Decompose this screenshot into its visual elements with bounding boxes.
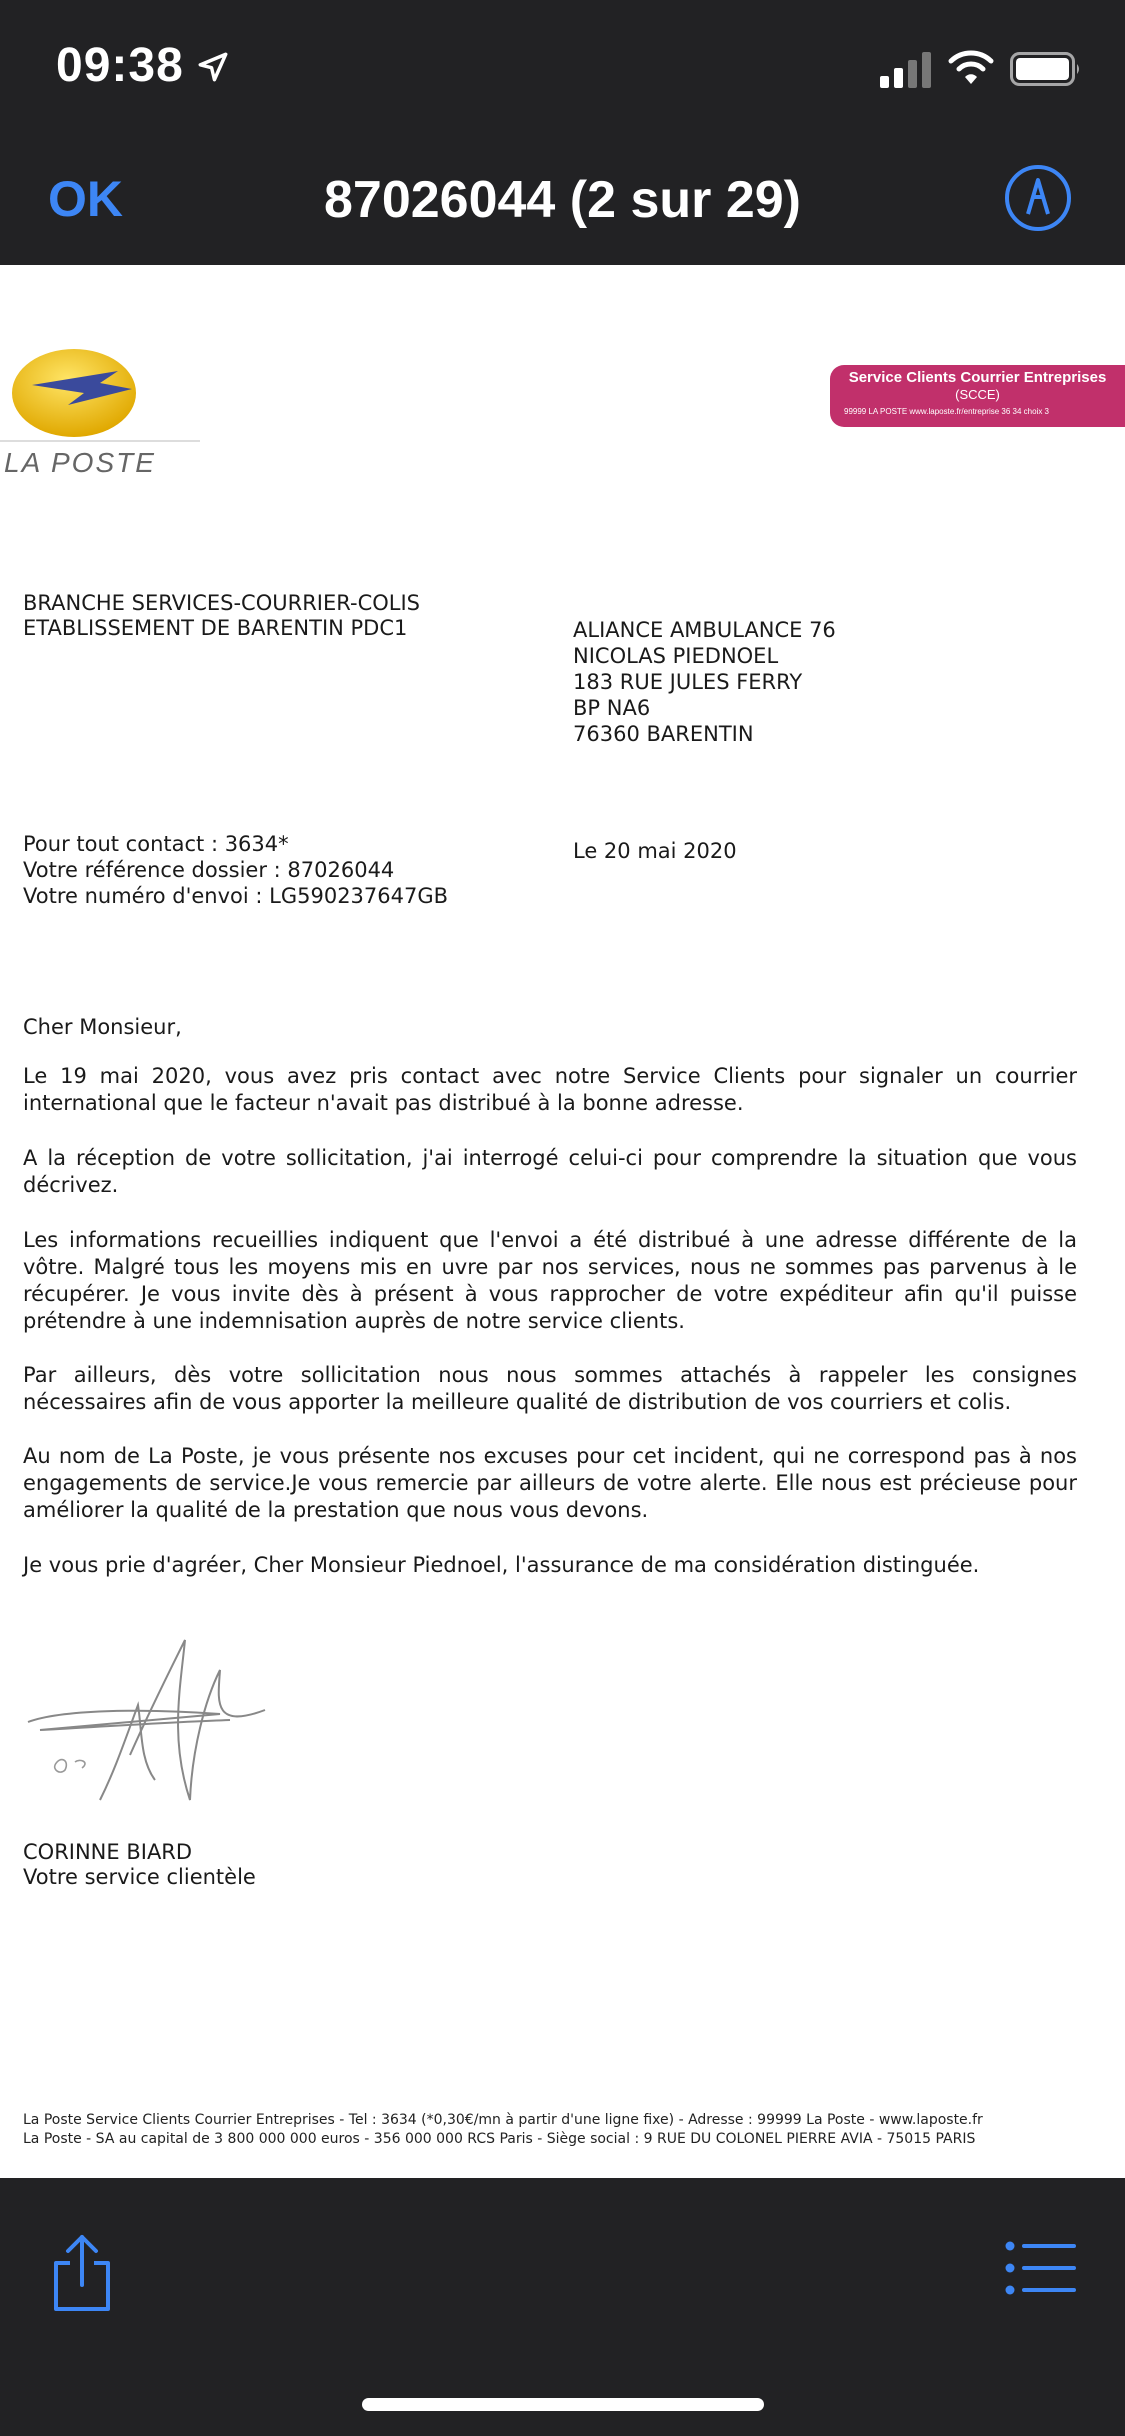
recipient-line: 76360 BARENTIN: [573, 722, 754, 746]
battery-icon: [1010, 52, 1082, 86]
footer-line-1: La Poste Service Clients Courrier Entreprises - Tel : 3634 (*0,30€/mn à partir d'une ligne fixe) - Adresse : 99999 La Poste - www.laposte.fr: [23, 2112, 983, 2128]
signer-name: CORINNE BIARD: [23, 1840, 193, 1864]
nav-bar: [0, 130, 1125, 265]
shipment-line: Votre numéro d'envoi : LG590237647GB: [23, 884, 449, 908]
status-bar: [0, 0, 1125, 130]
body-paragraph: Au nom de La Poste, je vous présente nos excuses pour cet incident, qui ne correspond pas à nos engagements de service.Je vous remercie par ailleurs de votre alerte. Elle nous est précieuse pour améliorer la qualité de la prestation que nous vous devons.: [23, 1444, 1077, 1522]
reference-line: Votre référence dossier : 87026044: [23, 858, 395, 882]
body-paragraph: Les informations recueillies indiquent que l'envoi a été distribué à une adresse différente de la vôtre. Malgré tous les moyens mis en uvre par nos services, nous ne sommes pas parvenus à le récupérer. Je vous invite dès à présent à vous rapprocher de votre expéditeur afin qu'il puisse prétendre à une indemnisation auprès de notre service clients.: [23, 1228, 1077, 1333]
document-page: [0, 265, 1125, 2178]
bottom-toolbar: [0, 2178, 1125, 2436]
wifi-icon: [948, 48, 994, 86]
salutation: Cher Monsieur,: [23, 1015, 182, 1039]
recipient-line: 183 RUE JULES FERRY: [573, 670, 803, 694]
scce-badge-subtitle: (SCCE): [955, 387, 1000, 402]
scce-badge-title: Service Clients Courrier Entreprises: [848, 369, 1107, 386]
letter-date: Le 20 mai 2020: [573, 839, 737, 863]
la-poste-logo-text: LA POSTE: [4, 447, 156, 478]
recipient-line: BP NA6: [573, 696, 651, 720]
share-icon[interactable]: [50, 2233, 114, 2313]
cellular-signal-icon: [880, 52, 932, 88]
body-paragraph: Le 19 mai 2020, vous avez pris contact avec notre Service Clients pour signaler un courrier international que le facteur n'avait pas distribué à la bonne adresse.: [23, 1064, 1077, 1115]
sender-line-1: BRANCHE SERVICES-COURRIER-COLIS: [23, 591, 421, 615]
contact-line: Pour tout contact : 3634*: [23, 832, 289, 856]
recipient-line: NICOLAS PIEDNOEL: [573, 644, 779, 668]
sender-line-2: ETABLISSEMENT DE BARENTIN PDC1: [23, 616, 408, 640]
list-icon[interactable]: [1004, 2240, 1076, 2296]
home-indicator[interactable]: [362, 2398, 764, 2411]
recipient-line: ALIANCE AMBULANCE 76: [573, 618, 836, 642]
body-paragraph: Je vous prie d'agréer, Cher Monsieur Piednoel, l'assurance de ma considération distinguée.: [23, 1553, 980, 1577]
signature: [20, 1630, 290, 1820]
body-paragraph: A la réception de votre sollicitation, j'ai interrogé celui-ci pour comprendre la situation que vous décrivez.: [23, 1146, 1077, 1197]
location-arrow-icon: [196, 50, 230, 84]
scce-badge: [830, 365, 1125, 427]
status-time: 09:38: [56, 39, 184, 92]
signer-role: Votre service clientèle: [23, 1865, 256, 1889]
page-title: 87026044 (2 sur 29): [323, 171, 801, 229]
markup-pen-icon[interactable]: [1004, 164, 1072, 232]
footer-line-2: La Poste - SA au capital de 3 800 000 000 euros - 356 000 000 RCS Paris - Siège social : 9 RUE DU COLONEL PIERRE AVIA - 75015 PARIS: [23, 2131, 976, 2147]
ok-button[interactable]: OK: [48, 171, 123, 227]
body-paragraph: Par ailleurs, dès votre sollicitation nous nous sommes attachés à rappeler les consignes nécessaires afin de vous apporter la meilleure qualité de distribution de vos courriers et colis.: [23, 1363, 1077, 1414]
scce-badge-contacts: 99999 LA POSTE www.laposte.fr/entreprise 36 34 choix 3: [844, 407, 1050, 416]
